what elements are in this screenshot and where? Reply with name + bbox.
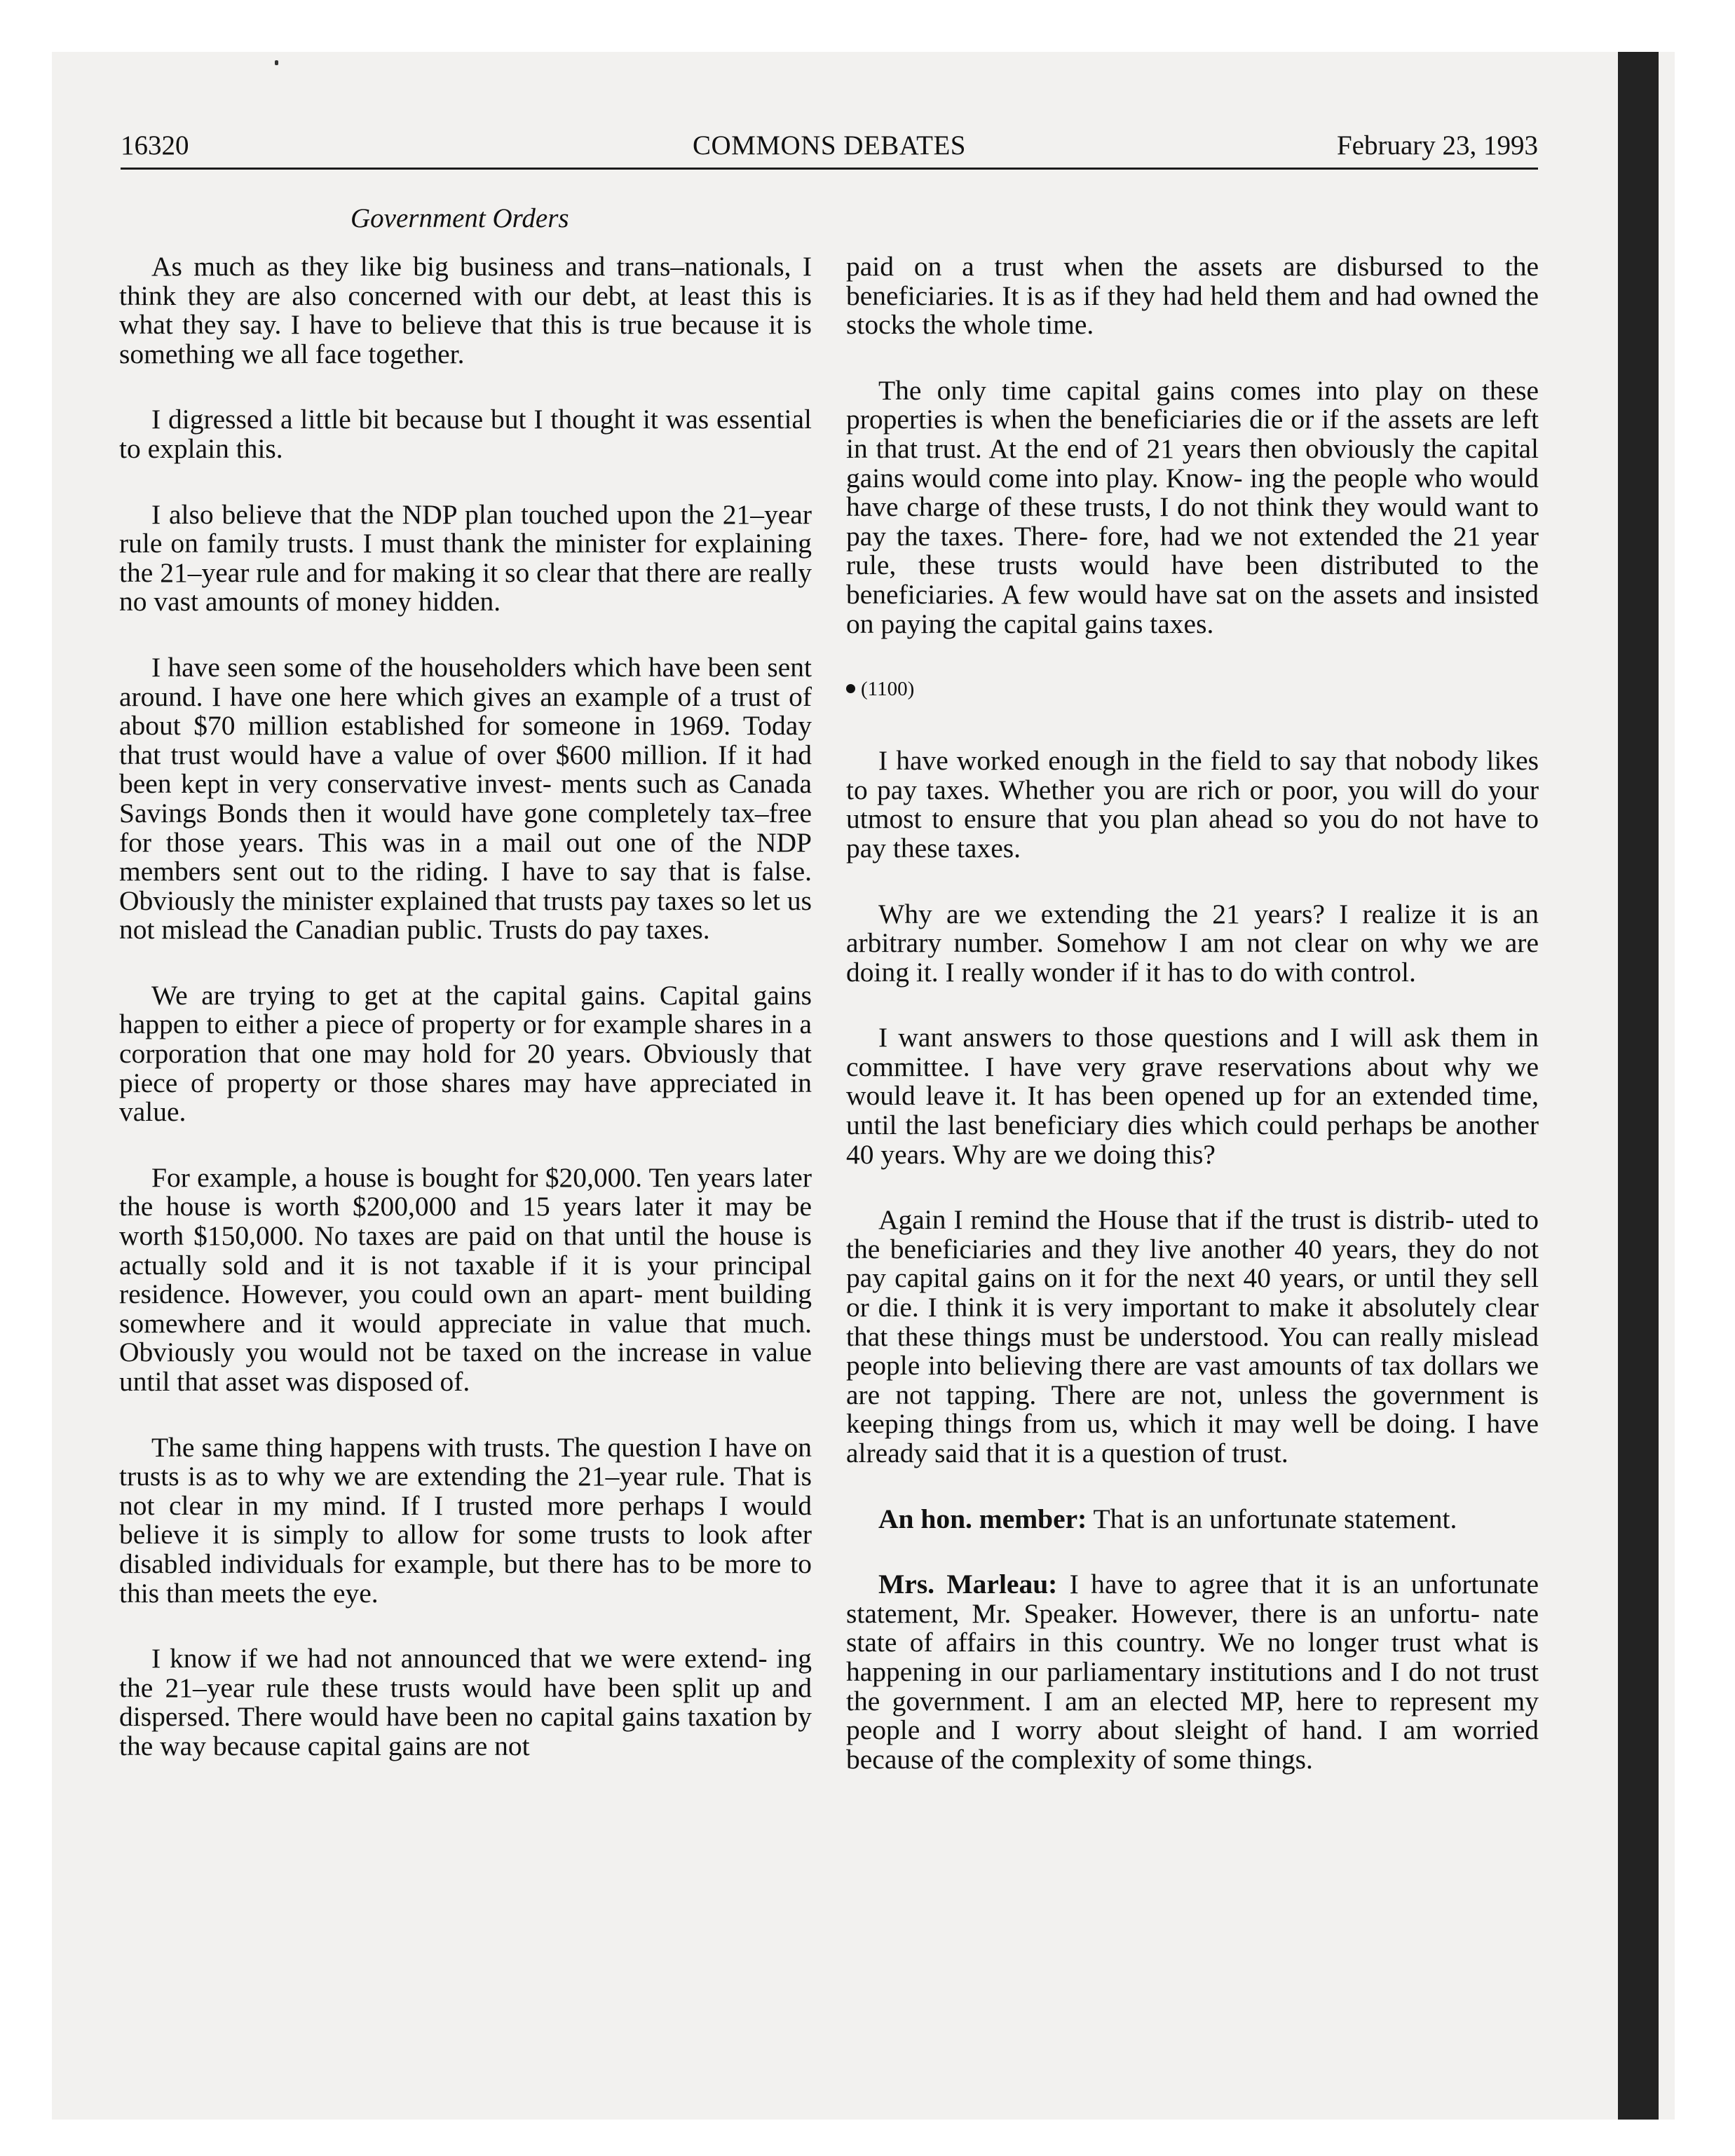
interjection-text: That is an unfortunate statement. bbox=[1087, 1503, 1457, 1534]
page-number: 16320 bbox=[121, 130, 189, 161]
reply-text: I have to agree that it is an unfortunate statement, Mr. Speaker. However, there is an unfortu- nate state of affairs in this country. We no longer trust what is happening in our parliamentary institutions and I do not trust the government. I am an elected MP, here to represent my people and I worry about sleight of hand. I am worried because of the complexity of some things. bbox=[846, 1569, 1539, 1775]
paragraph: As much as they like big business and trans–nationals, I think they are also concerned with our debt, at least this is what they say. I have to believe that this is true because it is something we all face together. bbox=[119, 251, 812, 369]
paragraph: Why are we extending the 21 years? I realize it is an arbitrary number. Somehow I am not clear on why we are doing it. I really wonder if it has to do with control. bbox=[846, 898, 1539, 988]
continued-paragraph: paid on a trust when the assets are disbursed to the beneficiaries. It is as if they had held them and had owned the stocks the whole time. bbox=[846, 251, 1539, 341]
paragraph: For example, a house is bought for $20,000. Ten years later the house is worth $200,000 and 15 years later it may be worth $150,000. No taxes are paid on that until the house is actually sold and it is not taxable if it is your principal residence. However, you could own an apart- ment building somewhere and it would appreciate in value that much. Obviously you would not be taxed on the increase in value until that asset was disposed of. bbox=[119, 1161, 812, 1397]
binding-shadow bbox=[1618, 52, 1659, 2120]
right-column bbox=[846, 252, 1539, 1810]
paragraph: I have seen some of the householders which have been sent around. I have one here which gives an example of a trust of about $70 million established for someone in 1969. Today that trust would have a value of over $600 million. If it had been kept in very conservative invest- ments such as Canada Savings Bonds then it would have gone completely tax–free for those years. This was in a mail out one of the NDP members sent out to the riding. I have to say that is false. Obviously the minister explained that trusts pay taxes so let us not mislead the Canadian public. Trusts do pay taxes. bbox=[119, 651, 812, 946]
publication-title: COMMONS DEBATES bbox=[693, 130, 966, 161]
speaker-name: Mrs. Marleau: bbox=[878, 1569, 1058, 1600]
section-title: Government Orders bbox=[351, 203, 569, 233]
time-marker-label: (1100) bbox=[861, 678, 915, 701]
paragraph: I also believe that the NDP plan touched upon the 21–year rule on family trusts. I must thank the minister for explaining the 21–year rule and for making it so clear that there are really no vast amounts of money hidden. bbox=[119, 498, 812, 618]
header-rule bbox=[121, 168, 1538, 170]
paragraph: We are trying to get at the capital gains. Capital gains happen to either a piece of property or for example shares in a corporation that one may hold for 20 years. Obviously that piece of property or those shares may have appreciated in value. bbox=[119, 979, 812, 1128]
paragraph: I digressed a little bit because but I thought it was essential to explain this. bbox=[119, 404, 812, 464]
paragraph: The same thing happens with trusts. The question I have on trusts is as to why we are extending the 21–year rule. That is not clear in my mind. If I trusted more perhaps I would believe it is simply to allow for some trusts to look after disabled individuals for example, but there has to be more to this than meets the eye. bbox=[119, 1431, 812, 1609]
speaker-name: An hon. member: bbox=[878, 1503, 1087, 1534]
speaker-reply bbox=[846, 1570, 1539, 1774]
scan-speck bbox=[275, 60, 278, 65]
paragraph: I want answers to those questions and I will ask them in committee. I have very grave reservations about why we would leave it. It has been opened up for an extended time, until the last beneficiary dies which could perhaps be another 40 years. Why are we doing this? bbox=[846, 1022, 1539, 1170]
paragraph: I know if we had not announced that we were extend- ing the 21–year rule these trusts would have been split up and dispersed. There would have been no capital gains taxation by the way because capital gains are not bbox=[119, 1643, 812, 1761]
header-date: February 23, 1993 bbox=[1336, 130, 1538, 161]
interjection bbox=[846, 1505, 1539, 1534]
paragraph: The only time capital gains comes into play on these properties is when the beneficiaries die or if the assets are left in that trust. At the end of 21 years then obviously the capital gains would come into play. Know- ing the people who would have charge of these trusts, I do not think they would want to pay the taxes. There- fore, had we not extended the 21 year rule, these trusts would have been distributed to the beneficiaries. A few would have sat on the assets and insisted on paying the capital gains taxes. bbox=[846, 374, 1539, 639]
page-header bbox=[121, 126, 1538, 165]
paragraph: Again I remind the House that if the trust is distrib- uted to the beneficiaries and they live another 40 years, they do not pay capital gains on it for the next 40 years, or until they sell or die. I think it is very important to make it absolutely clear that these things must be understood. You can really mislead people into believing there are vast amounts of tax dollars we are not tapping. There are not, unless the government is keeping things from us, which it may well be doing. I have already said that it is a question of trust. bbox=[846, 1204, 1539, 1468]
left-column bbox=[119, 252, 812, 1798]
time-marker bbox=[846, 675, 1539, 703]
bullet-icon bbox=[846, 684, 855, 693]
paragraph: I have worked enough in the field to say that nobody likes to pay taxes. Whether you are rich or poor, you will do your utmost to ensure that you plan ahead so you do not have to pay these taxes. bbox=[846, 745, 1539, 864]
